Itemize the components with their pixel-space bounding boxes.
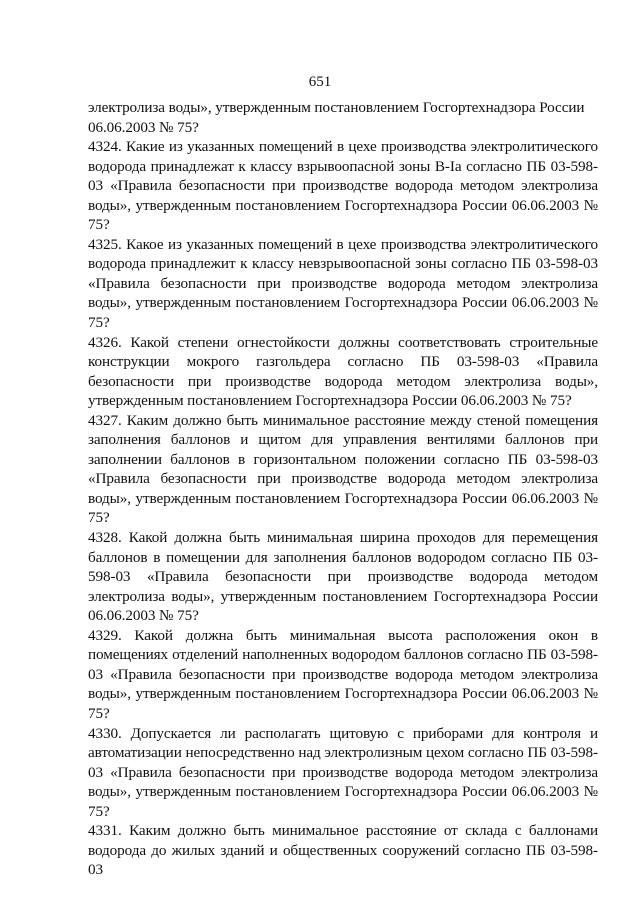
question-4331: 4331. Каким должно быть минимальное расстояние от склада с баллонами водорода до жилых зданий и общественных сооружений согласно ПБ 03-598-03 — [88, 822, 598, 879]
question-4327: 4327. Каким должно быть минимальное расстояние между стеной помещения заполнения баллонов и щитом для управления вентилями баллонов при заполнении баллонов в горизонтальном положении согласно ПБ 03-598-03 «Правила безопасности при производстве водорода методом электролиза воды», утвержденным постановлением Госгортехнадзора России 06.06.2003 № 75? — [88, 411, 598, 527]
question-4325: 4325. Какое из указанных помещений в цехе производства электролитического водорода принадлежит к классу невзрывоопасной зоны согласно ПБ 03-598-03 «Правила безопасности при производстве водорода методом электролиза воды», утвержденным постановлением Госгортехнадзора России 06.06.2003 № 75? — [88, 235, 598, 332]
page-number: 651 — [308, 74, 332, 90]
question-4329: 4329. Какой должна быть минимальная высота расположения окон в помещениях отделений наполненных водородом баллонов согласно ПБ 03-598-03 «Правила безопасности при производстве водорода методом электролиза воды», утвержденным постановлением Госгортехнадзора России 06.06.2003 № 75? — [88, 626, 598, 722]
question-list — [88, 98, 598, 880]
question-4324: 4324. Какие из указанных помещений в цехе производства электролитического водорода принадлежат к классу взрывоопасной зоны В-Iа согласно ПБ 03-598-03 «Правила безопасности при производстве водорода методом электролиза воды», утвержденным постановлением Госгортехнадзора России 06.06.2003 № 75? — [88, 138, 598, 234]
question-continuation: электролиза воды», утвержденным постановлением Госгортехнадзора России 06.06.2003 № 75? — [88, 99, 585, 136]
question-4328: 4328. Какой должна быть минимальная ширина проходов для перемещения баллонов в помещении для заполнения баллонов водородом согласно ПБ 03-598-03 «Правила безопасности при производстве водорода методом электролиза воды», утвержденным постановлением Госгортехнадзора России 06.06.2003 № 75? — [88, 529, 598, 625]
question-4326: 4326. Какой степени огнестойкости должны соответствовать строительные конструкции мокрого газгольдера согласно ПБ 03-598-03 «Правила безопасности при производстве водорода методом электролиза воды», утвержденным постановлением Госгортехнадзора России 06.06.2003 № 75? — [88, 333, 598, 410]
question-4330: 4330. Допускается ли располагать щитовую с приборами для контроля и автоматизации непосредственно над электролизным цехом согласно ПБ 03-598-03 «Правила безопасности при производстве водорода методом электролиза воды», утвержденным постановлением Госгортехнадзора России 06.06.2003 № 75? — [88, 724, 598, 820]
